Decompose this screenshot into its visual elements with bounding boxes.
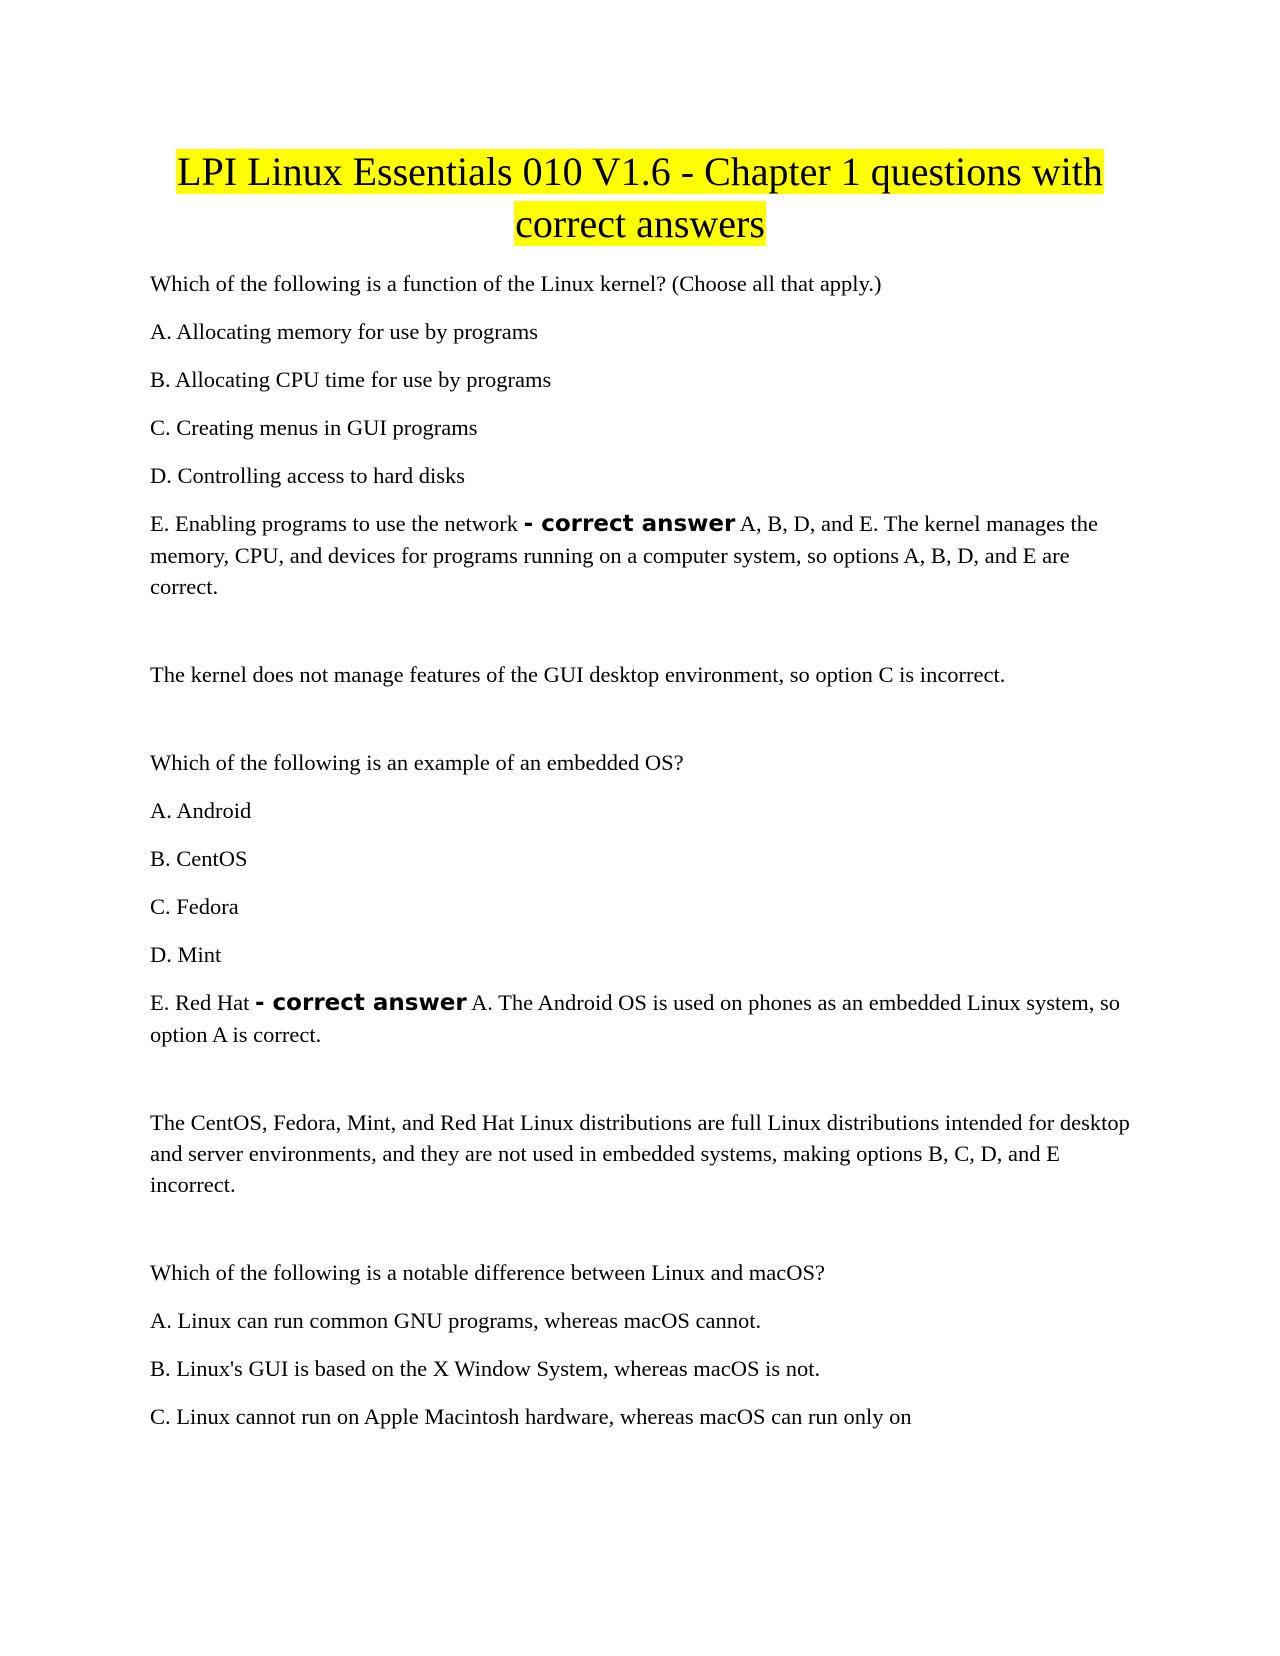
answer-paragraph <box>150 987 1130 1050</box>
option-item: A. Allocating memory for use by programs <box>150 319 539 344</box>
option-item: B. Linux's GUI is based on the X Window System, whereas macOS is not. <box>150 1356 821 1381</box>
option-item: D. Mint <box>150 942 222 967</box>
option-item: B. CentOS <box>150 846 248 871</box>
option-item: D. Controlling access to hard disks <box>150 463 465 488</box>
option-item: C. Creating menus in GUI programs <box>150 415 478 440</box>
explanation-text: The kernel does not manage features of the GUI desktop environment, so option C is incorrect. <box>150 662 1006 687</box>
document-content <box>150 146 1130 1449</box>
document-title <box>150 146 1130 250</box>
option-item: C. Linux cannot run on Apple Macintosh hardware, whereas macOS can run only on <box>150 1404 912 1429</box>
explanation-text: The CentOS, Fedora, Mint, and Red Hat Linux distributions are full Linux distributions intended for desktop and server environments, and they are not used in embedded systems, making options B, C, D, and E incorrect. <box>150 1110 1130 1197</box>
highlighted-title-text: LPI Linux Essentials 010 V1.6 - Chapter 1 questions with correct answers <box>177 149 1103 246</box>
question-text: Which of the following is a function of the Linux kernel? (Choose all that apply.) <box>150 271 882 296</box>
option-item-last: E. Enabling programs to use the network <box>150 511 519 536</box>
option-item-last: E. Red Hat <box>150 990 250 1015</box>
correct-answer-label: - correct answer <box>254 990 467 1016</box>
correct-answer-label: - correct answer <box>523 511 736 537</box>
answer-paragraph <box>150 508 1130 602</box>
option-item: A. Linux can run common GNU programs, whereas macOS cannot. <box>150 1308 762 1333</box>
answer-text: A, B, D, and E. The kernel manages the memory, CPU, and devices for programs running on a computer system, so options A, B, D, and E are correct. <box>150 511 1098 599</box>
question-text: Which of the following is a notable difference between Linux and macOS? <box>150 1260 825 1285</box>
question-text: Which of the following is an example of an embedded OS? <box>150 750 684 775</box>
answer-text: A. The Android OS is used on phones as an embedded Linux system, so option A is correct. <box>150 990 1120 1047</box>
option-item: A. Android <box>150 798 252 823</box>
option-item: B. Allocating CPU time for use by programs <box>150 367 552 392</box>
option-item: C. Fedora <box>150 894 239 919</box>
